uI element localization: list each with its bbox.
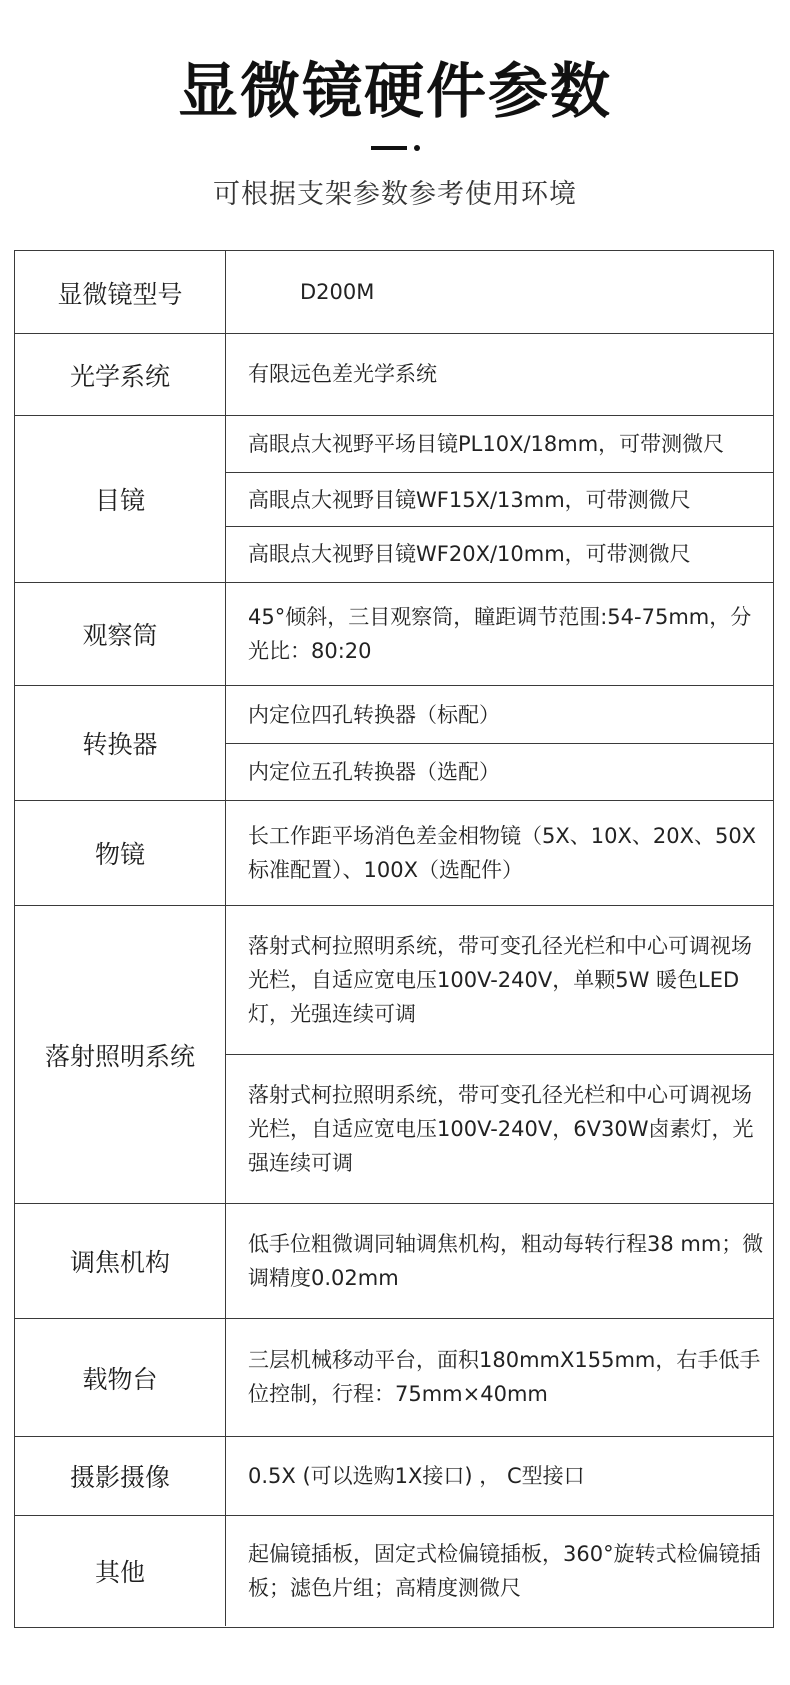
divider-dot: [414, 145, 420, 151]
spec-label: 其他: [15, 1516, 226, 1626]
spec-values: [226, 334, 773, 415]
spec-value: 落射式柯拉照明系统，带可变孔径光栏和中心可调视场光栏，自适应宽电压100V-240V，单颗5W 暖色LED灯，光强连续可调: [248, 934, 752, 1026]
spec-value: 三层机械移动平台，面积180mmX155mm，右手低手位控制，行程：75mm×40mm: [248, 1348, 761, 1406]
spec-row-other: [15, 1515, 773, 1626]
spec-value: 有限远色差光学系统: [248, 362, 437, 386]
spec-row-illumination: [15, 905, 773, 1203]
spec-values: [226, 1319, 773, 1436]
spec-value: 内定位五孔转换器（选配）: [226, 743, 773, 799]
spec-label: 落射照明系统: [15, 906, 226, 1203]
spec-label: 观察筒: [15, 583, 226, 685]
spec-label: 光学系统: [15, 334, 226, 415]
spec-value: 落射式柯拉照明系统，带可变孔径光栏和中心可调视场光栏，自适应宽电压100V-240V，6V30W卤素灯，光强连续可调: [226, 1054, 773, 1202]
spec-label: 转换器: [15, 686, 226, 800]
spec-value: 0.5X (可以选购1X接口) ， C型接口: [248, 1463, 585, 1488]
spec-row-objective: [15, 800, 773, 905]
spec-value: 起偏镜插板，固定式检偏镜插板，360°旋转式检偏镜插板；滤色片组；高精度测微尺: [248, 1541, 761, 1600]
spec-label: 调焦机构: [15, 1204, 226, 1318]
spec-label: 目镜: [15, 416, 226, 582]
spec-values: [226, 801, 773, 905]
spec-value: D200M: [300, 280, 375, 304]
page-subtitle: 可根据支架参数参考使用环境: [213, 179, 577, 210]
spec-values: [226, 686, 773, 800]
spec-values: [226, 251, 773, 334]
spec-row-eyepiece: [15, 415, 773, 582]
page-title: 显微镜硬件参数: [178, 57, 612, 127]
spec-value: 低手位粗微调同轴调焦机构，粗动每转行程38 mm；微调精度0.02mm: [248, 1231, 764, 1290]
spec-label: 显微镜型号: [15, 251, 226, 334]
spec-table: [14, 250, 774, 1628]
spec-values: [226, 1204, 773, 1318]
spec-values: [226, 906, 773, 1203]
spec-value: 内定位四孔转换器（标配）: [248, 702, 500, 727]
spec-values: [226, 1437, 773, 1515]
spec-row-camera: [15, 1436, 773, 1515]
title-divider: [371, 146, 423, 150]
spec-values: [226, 1516, 773, 1626]
spec-row-focusing: [15, 1203, 773, 1318]
spec-row-nosepiece: [15, 685, 773, 800]
spec-label: 载物台: [15, 1319, 226, 1436]
spec-value: 高眼点大视野平场目镜PL10X/18mm，可带测微尺: [248, 432, 725, 456]
spec-row-stage: [15, 1318, 773, 1436]
spec-label: 摄影摄像: [15, 1437, 226, 1515]
divider-bar: [371, 146, 407, 150]
spec-values: [226, 583, 773, 685]
spec-row-optics: [15, 333, 773, 415]
spec-row-model: [15, 251, 773, 334]
spec-label: 物镜: [15, 801, 226, 905]
spec-values: [226, 416, 773, 582]
spec-value: 长工作距平场消色差金相物镜（5X、10X、20X、50X 标准配置）、100X（选配件）: [248, 823, 757, 882]
spec-value: 45°倾斜，三目观察筒，瞳距调节范围:54-75mm，分光比：80:20: [248, 604, 752, 663]
spec-value: 高眼点大视野目镜WF20X/10mm，可带测微尺: [226, 526, 773, 581]
spec-row-viewing-tube: [15, 582, 773, 685]
spec-value: 高眼点大视野目镜WF15X/13mm，可带测微尺: [226, 472, 773, 526]
